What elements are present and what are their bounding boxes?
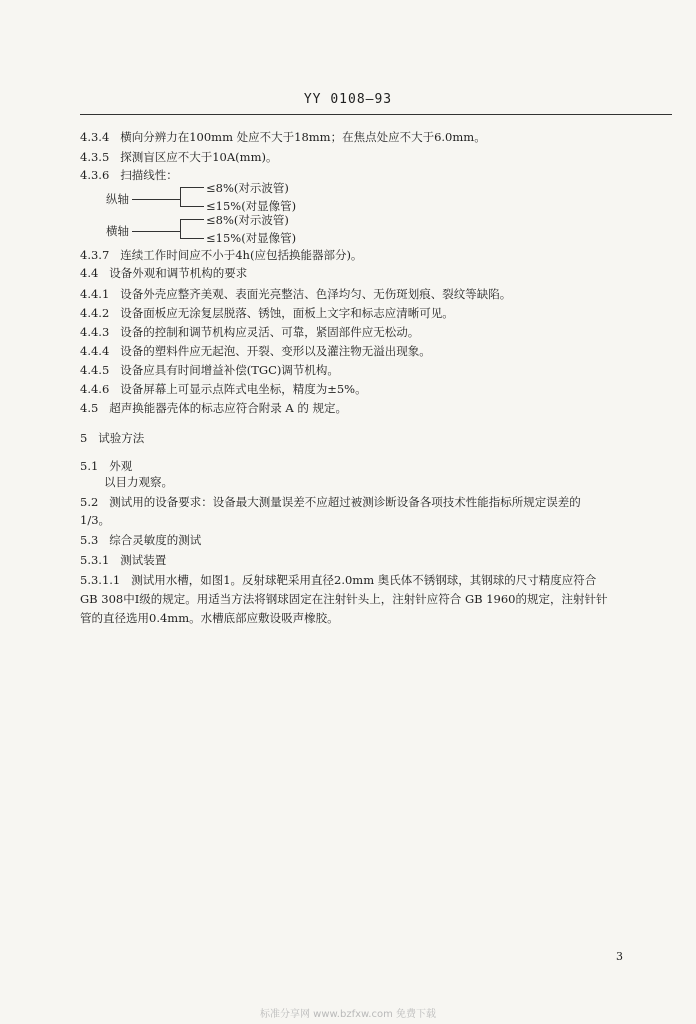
clause-4-4-2 bbox=[80, 306, 454, 320]
clause-number: 4.4.5 bbox=[80, 363, 110, 377]
clause-5-3-1-1-line-3: 管的直径选用0.4mm。水槽底部应敷设吸声橡胶。 bbox=[80, 611, 339, 625]
clause-text: 超声换能器壳体的标志应符合附录 A 的 规定。 bbox=[109, 401, 348, 415]
clause-number: 5.2 bbox=[80, 495, 99, 509]
clause-5-2-continuation: 1/3。 bbox=[80, 513, 111, 527]
clause-number: 4.4.2 bbox=[80, 306, 110, 320]
clause-number: 5.3.1 bbox=[80, 553, 110, 567]
longitudinal-limit-picture-tube: ≤15%(对显像管) bbox=[206, 199, 297, 213]
clause-number: 5.3 bbox=[80, 533, 99, 547]
longitudinal-limit-oscilloscope: ≤8%(对示波管) bbox=[206, 181, 289, 195]
bracket-line bbox=[180, 206, 204, 207]
clause-5-3-1 bbox=[80, 553, 166, 567]
clause-heading: 测试装置 bbox=[120, 553, 167, 567]
clause-text: 横向分辨力在100mm 处应不大于18mm；在焦点处应不大于6.0mm。 bbox=[120, 130, 486, 144]
bracket bbox=[180, 219, 181, 239]
clause-number: 4.3.4 bbox=[80, 130, 110, 144]
clause-heading: 综合灵敏度的测试 bbox=[109, 533, 202, 547]
clause-number: 4.3.6 bbox=[80, 168, 110, 182]
clause-4-4-6 bbox=[80, 382, 367, 396]
bracket-line bbox=[180, 238, 204, 239]
section-5 bbox=[80, 431, 144, 445]
clause-number: 5.1 bbox=[80, 459, 99, 473]
watermark: 标准分享网 www.bzfxw.com 免费下载 bbox=[260, 1009, 436, 1020]
clause-heading: 设备外观和调节机构的要求 bbox=[109, 266, 248, 280]
clause-text: 测试用的设备要求：设备最大测量误差不应超过被测诊断设备各项技术性能指标所规定误差的 bbox=[109, 495, 581, 509]
transverse-limit-picture-tube: ≤15%(对显像管) bbox=[206, 231, 297, 245]
clause-4-3-6 bbox=[80, 168, 178, 182]
clause-5-3-1-1 bbox=[80, 573, 596, 587]
standard-code-header: YY 0108—93 bbox=[303, 92, 393, 107]
clause-4-4 bbox=[80, 266, 247, 280]
bracket bbox=[180, 187, 181, 207]
clause-4-3-5 bbox=[80, 150, 277, 164]
clause-5-1 bbox=[80, 459, 132, 473]
clause-text: 设备屏幕上可显示点阵式电坐标，精度为±5%。 bbox=[120, 382, 367, 396]
clause-heading: 外观 bbox=[109, 459, 133, 473]
bracket-line bbox=[180, 187, 204, 188]
clause-4-3-7 bbox=[80, 248, 362, 262]
clause-5-1-text: 以目力观察。 bbox=[104, 475, 173, 489]
clause-number: 5.3.1.1 bbox=[80, 573, 121, 587]
clause-text: 设备的控制和调节机构应灵活、可靠，紧固部件应无松动。 bbox=[120, 325, 420, 339]
clause-4-4-5 bbox=[80, 363, 339, 377]
bracket-line bbox=[132, 231, 180, 232]
bracket-line bbox=[180, 219, 204, 220]
clause-number: 4.4 bbox=[80, 266, 99, 280]
clause-number: 4.3.7 bbox=[80, 248, 110, 262]
transverse-limit-oscilloscope: ≤8%(对示波管) bbox=[206, 213, 289, 227]
section-number: 5 bbox=[80, 431, 88, 445]
clause-text: 设备应具有时间增益补偿(TGC)调节机构。 bbox=[120, 363, 339, 377]
clause-number: 4.3.5 bbox=[80, 150, 110, 164]
clause-4-4-3 bbox=[80, 325, 419, 339]
clause-number: 4.4.6 bbox=[80, 382, 110, 396]
clause-number: 4.5 bbox=[80, 401, 99, 415]
transverse-axis-label: 横轴 bbox=[106, 224, 129, 238]
clause-4-3-4 bbox=[80, 130, 486, 144]
clause-number: 4.4.4 bbox=[80, 344, 110, 358]
longitudinal-axis-label: 纵轴 bbox=[106, 192, 129, 206]
page-number: 3 bbox=[616, 950, 623, 963]
clause-4-4-4 bbox=[80, 344, 431, 358]
clause-number: 4.4.1 bbox=[80, 287, 110, 301]
clause-text: 扫描线性： bbox=[120, 168, 178, 182]
clause-text-line-1: 测试用水槽，如图1。反射球靶采用直径2.0mm 奥氏体不锈钢球，其钢球的尺寸精度应符合 bbox=[131, 573, 597, 587]
bracket-line bbox=[132, 199, 180, 200]
header-rule bbox=[80, 114, 672, 115]
clause-4-4-1 bbox=[80, 287, 511, 301]
section-heading: 试验方法 bbox=[98, 431, 145, 445]
clause-5-3-1-1-line-2: GB 308中Ⅰ级的规定。用适当方法将钢球固定在注射针头上，注射针应符合 GB 1960的规定，注射针针 bbox=[80, 592, 608, 606]
clause-5-2 bbox=[80, 495, 581, 509]
clause-text: 设备外壳应整齐美观、表面光亮整洁、色泽均匀、无伤斑划痕、裂纹等缺陷。 bbox=[120, 287, 512, 301]
clause-text: 连续工作时间应不小于4h(应包括换能器部分)。 bbox=[120, 248, 363, 262]
clause-text: 设备面板应无涂复层脱落、锈蚀，面板上文字和标志应清晰可见。 bbox=[120, 306, 454, 320]
clause-text: 设备的塑料件应无起泡、开裂、变形以及灌注物无溢出现象。 bbox=[120, 344, 431, 358]
clause-5-3 bbox=[80, 533, 201, 547]
clause-text: 探测盲区应不大于10A(mm)。 bbox=[120, 150, 278, 164]
clause-4-5 bbox=[80, 401, 347, 415]
clause-number: 4.4.3 bbox=[80, 325, 110, 339]
